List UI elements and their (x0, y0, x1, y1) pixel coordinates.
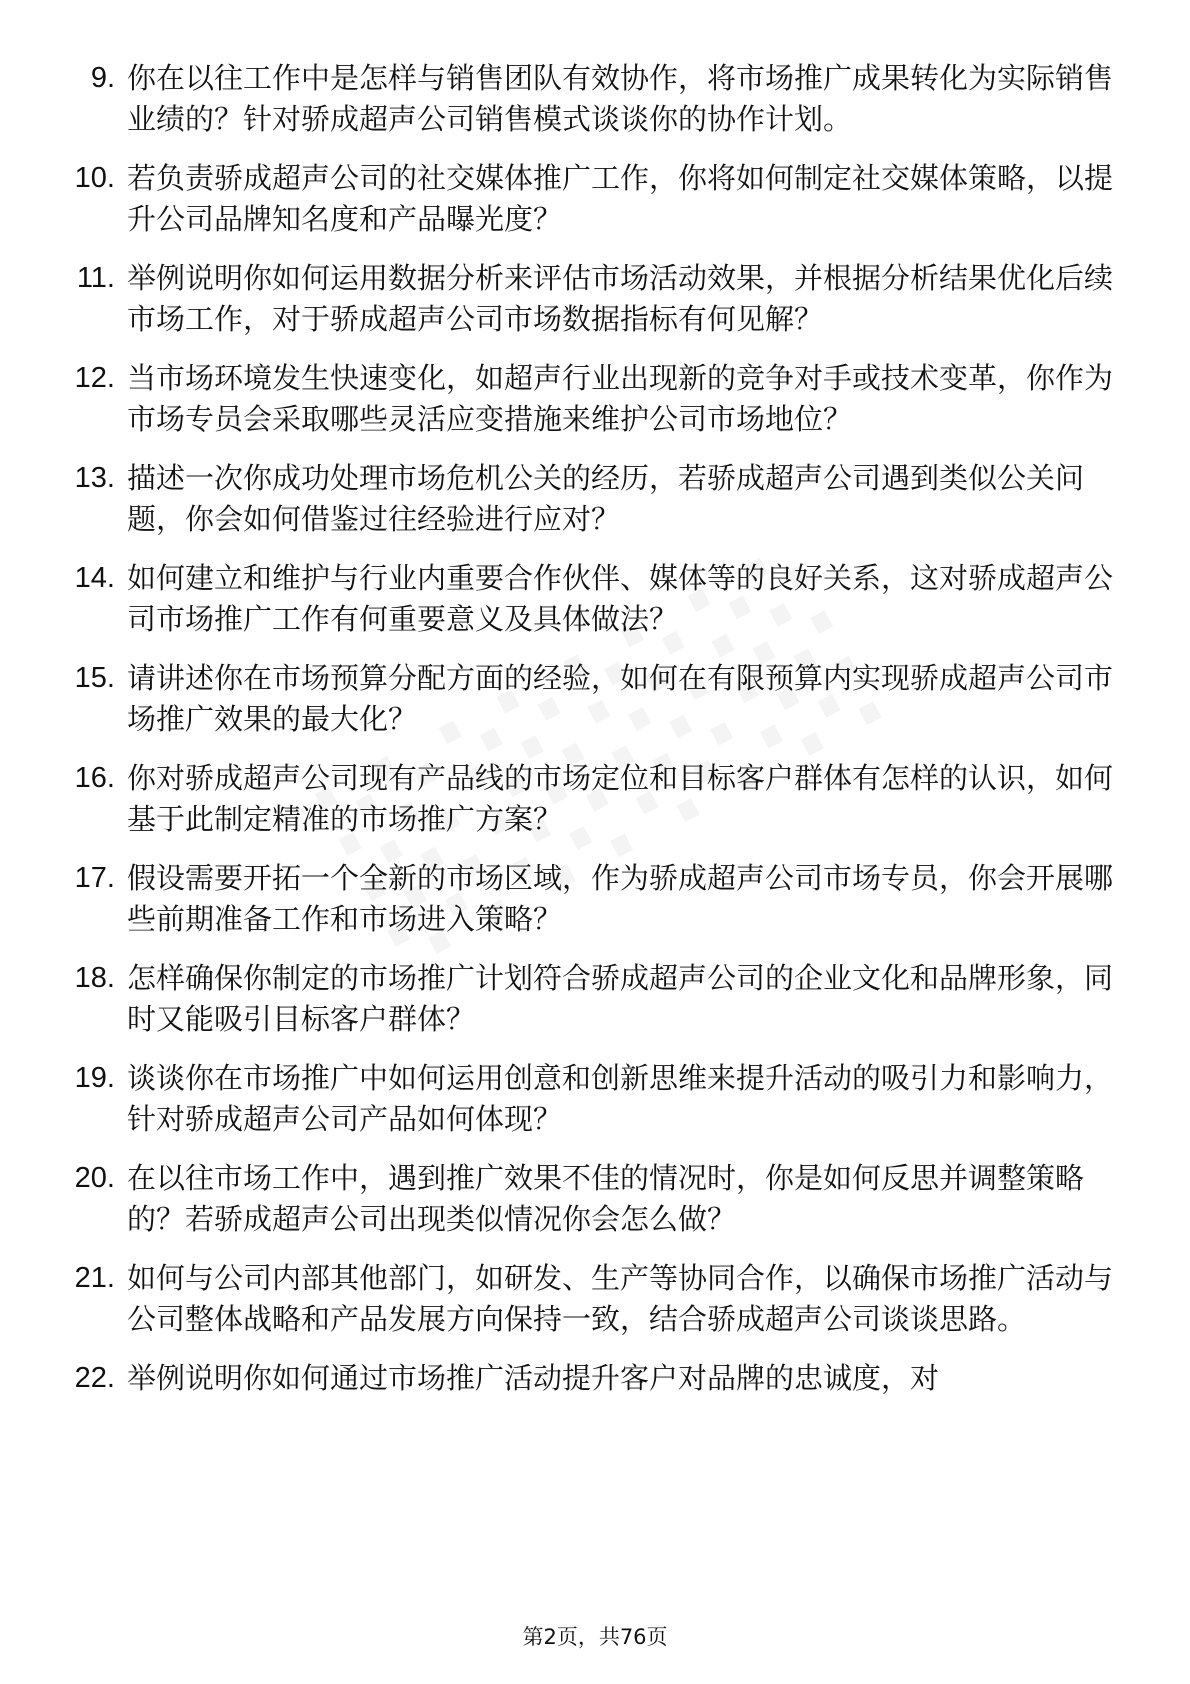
question-item (55, 658, 1125, 740)
question-item (55, 258, 1125, 340)
question-number: 10. (74, 162, 115, 194)
question-text: 谈谈你在市场推广中如何运用创意和创新思维来提升活动的吸引力和影响力，针对骄成超声公司产品如何体现？ (127, 1061, 1114, 1136)
page-footer: 第2页，共76页 (522, 1625, 668, 1649)
question-item (55, 1258, 1125, 1340)
question-text: 若负责骄成超声公司的社交媒体推广工作，你将如何制定社交媒体策略，以提升公司品牌知名度和产品曝光度？ (127, 161, 1114, 236)
question-text: 描述一次你成功处理市场危机公关的经历，若骄成超声公司遇到类似公关问题，你会如何借鉴过往经验进行应对？ (127, 461, 1085, 536)
question-text: 举例说明你如何通过市场推广活动提升客户对品牌的忠诚度，对 (127, 1361, 940, 1395)
question-number: 20. (74, 1162, 115, 1194)
question-number: 21. (74, 1262, 115, 1294)
question-list (55, 58, 1125, 1417)
question-text: 请讲述你在市场预算分配方面的经验，如何在有限预算内实现骄成超声公司市场推广效果的最大化？ (127, 661, 1114, 736)
question-item (55, 358, 1125, 440)
question-item (55, 158, 1125, 240)
question-item (55, 858, 1125, 940)
question-item (55, 58, 1125, 140)
question-number: 9. (90, 62, 115, 94)
question-number: 14. (74, 562, 115, 594)
question-number: 16. (74, 762, 115, 794)
question-number: 17. (74, 862, 115, 894)
question-text: 如何与公司内部其他部门，如研发、生产等协同合作，以确保市场推广活动与公司整体战略和产品发展方向保持一致，结合骄成超声公司谈谈思路。 (127, 1261, 1114, 1336)
question-text: 在以往市场工作中，遇到推广效果不佳的情况时，你是如何反思并调整策略的？若骄成超声公司出现类似情况你会怎么做？ (127, 1161, 1085, 1236)
question-text: 如何建立和维护与行业内重要合作伙伴、媒体等的良好关系，这对骄成超声公司市场推广工作有何重要意义及具体做法？ (127, 561, 1114, 636)
question-text: 你对骄成超声公司现有产品线的市场定位和目标客户群体有怎样的认识，如何基于此制定精准的市场推广方案？ (127, 761, 1114, 836)
question-text: 你在以往工作中是怎样与销售团队有效协作，将市场推广成果转化为实际销售业绩的？针对骄成超声公司销售模式谈谈你的协作计划。 (127, 61, 1114, 136)
question-number: 22. (74, 1362, 115, 1394)
question-number: 11. (76, 262, 115, 294)
question-item (55, 1358, 1125, 1399)
question-item (55, 558, 1125, 640)
question-item (55, 758, 1125, 840)
question-number: 12. (74, 362, 115, 394)
question-text: 假设需要开拓一个全新的市场区域，作为骄成超声公司市场专员，你会开展哪些前期准备工作和市场进入策略？ (127, 861, 1114, 936)
question-item (55, 1058, 1125, 1140)
question-text: 当市场环境发生快速变化，如超声行业出现新的竞争对手或技术变革，你作为市场专员会采取哪些灵活应变措施来维护公司市场地位？ (127, 361, 1114, 436)
question-number: 18. (74, 962, 115, 994)
question-number: 13. (74, 462, 115, 494)
question-number: 15. (74, 662, 115, 694)
question-item (55, 458, 1125, 540)
question-text: 举例说明你如何运用数据分析来评估市场活动效果，并根据分析结果优化后续市场工作，对于骄成超声公司市场数据指标有何见解？ (127, 261, 1114, 336)
question-item (55, 958, 1125, 1040)
question-item (55, 1158, 1125, 1240)
question-text: 怎样确保你制定的市场推广计划符合骄成超声公司的企业文化和品牌形象，同时又能吸引目标客户群体？ (127, 961, 1114, 1036)
question-number: 19. (74, 1062, 115, 1094)
